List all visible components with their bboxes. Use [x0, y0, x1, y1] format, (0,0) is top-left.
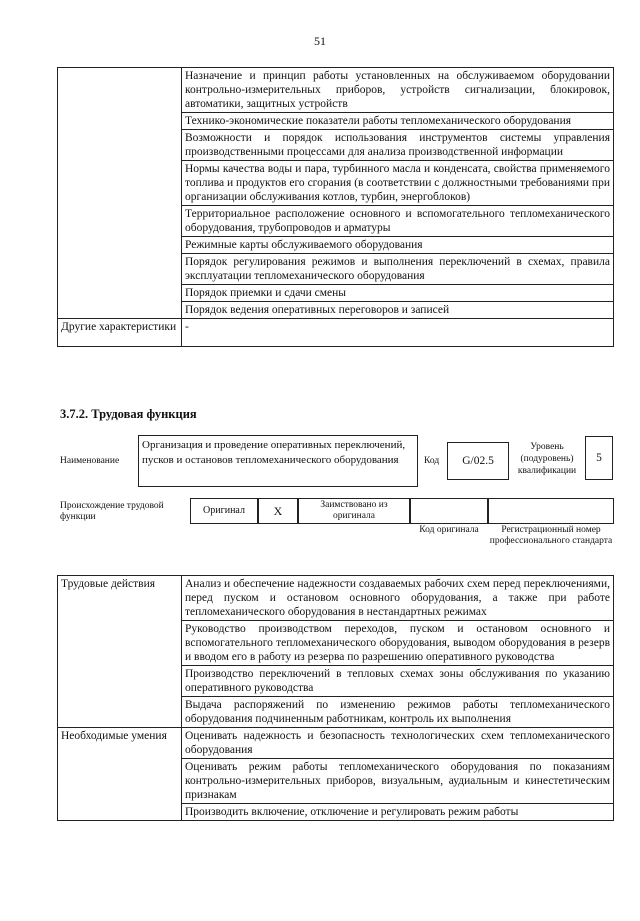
knowledge-item: Технико-экономические показатели работы тепломеханического оборудования	[182, 113, 614, 130]
skill-item: Производить включение, отключение и регулировать режим работы	[182, 804, 614, 821]
action-item: Анализ и обеспечение надежности создаваемых рабочих схем перед переключениями, перед пуском и остановом основного оборудования, а также при работе тепломеханического оборудования в нестандартных режимах	[182, 576, 614, 621]
original-box: Оригинал	[190, 498, 258, 524]
page-number: 51	[314, 34, 326, 48]
original-mark-box: X	[258, 498, 298, 524]
section-title: 3.7.2. Трудовая функция	[60, 407, 197, 421]
code-original-box	[410, 498, 488, 524]
reg-number-box	[488, 498, 614, 524]
knowledge-item: Возможности и порядок использования инструментов системы управления производственными процессами для анализа производственной информации	[182, 130, 614, 161]
function-name-box: Организация и проведение оперативных переключений, пусков и остановов тепломеханического оборудования	[138, 435, 418, 487]
code-original-caption: Код оригинала	[419, 525, 479, 535]
knowledge-table	[57, 67, 614, 347]
other-characteristics-value: -	[182, 319, 614, 347]
other-characteristics-label: Другие характеристики	[58, 319, 182, 347]
knowledge-item: Территориальное расположение основного и вспомогательного тепломеханического оборудования, трубопроводов и арматуры	[182, 206, 614, 237]
action-item: Производство переключений в тепловых схемах зоны обслуживания по указанию оперативного руководства	[182, 666, 614, 697]
borrowed-box: Заимствовано из оригинала	[298, 498, 410, 524]
skill-item: Оценивать режим работы тепломеханического оборудования по показаниям контрольно-измерительных приборов, визуальным, аудиальным и кинестетическим признакам	[182, 759, 614, 804]
table-row	[58, 576, 614, 621]
knowledge-item: Порядок регулирования режимов и выполнения переключений в схемах, правила эксплуатации тепломеханического оборудования	[182, 254, 614, 285]
origin-label: Происхождение трудовой функции	[60, 501, 164, 522]
knowledge-item: Назначение и принцип работы установленных на обслуживаемом оборудовании контрольно-измерительных приборов, устройств сигнализации, блокировок, автоматики, защитных устройств	[182, 68, 614, 113]
level-label: Уровень (подуровень) квалификации	[517, 442, 577, 476]
actions-table	[57, 575, 614, 821]
knowledge-item: Режимные карты обслуживаемого оборудования	[182, 237, 614, 254]
action-item: Руководство производством переходов, пуском и остановом основного и вспомогательного тепломеханического оборудования, выводом оборудования в резерв и вводом его в работу из резерва по разрешению оперативного руководства	[182, 621, 614, 666]
table-row	[58, 68, 614, 113]
code-value-box: G/02.5	[447, 442, 509, 480]
reg-number-caption: Регистрационный номер профессионального стандарта	[489, 525, 613, 546]
skill-item: Оценивать надежность и безопасность технологических схем тепломеханического оборудования	[182, 728, 614, 759]
action-item: Выдача распоряжений по изменению режимов работы тепломеханического оборудования подчиненным работникам, контроль их выполнения	[182, 697, 614, 728]
knowledge-item: Порядок ведения оперативных переговоров и записей	[182, 302, 614, 319]
name-label: Наименование	[60, 456, 120, 466]
knowledge-item: Нормы качества воды и пара, турбинного масла и конденсата, свойства применяемого топлива и продуктов его сгорания (в соответствии с должностными требованиями при организации обслуживания котлов, турбин, энергоблоков)	[182, 161, 614, 206]
actions-label: Трудовые действия	[58, 576, 182, 728]
knowledge-item: Порядок приемки и сдачи смены	[182, 285, 614, 302]
table-row	[58, 728, 614, 759]
knowledge-label-cell	[58, 68, 182, 319]
code-label: Код	[424, 456, 440, 466]
skills-label: Необходимые умения	[58, 728, 182, 821]
level-value-box: 5	[585, 436, 613, 480]
table-row	[58, 319, 614, 347]
